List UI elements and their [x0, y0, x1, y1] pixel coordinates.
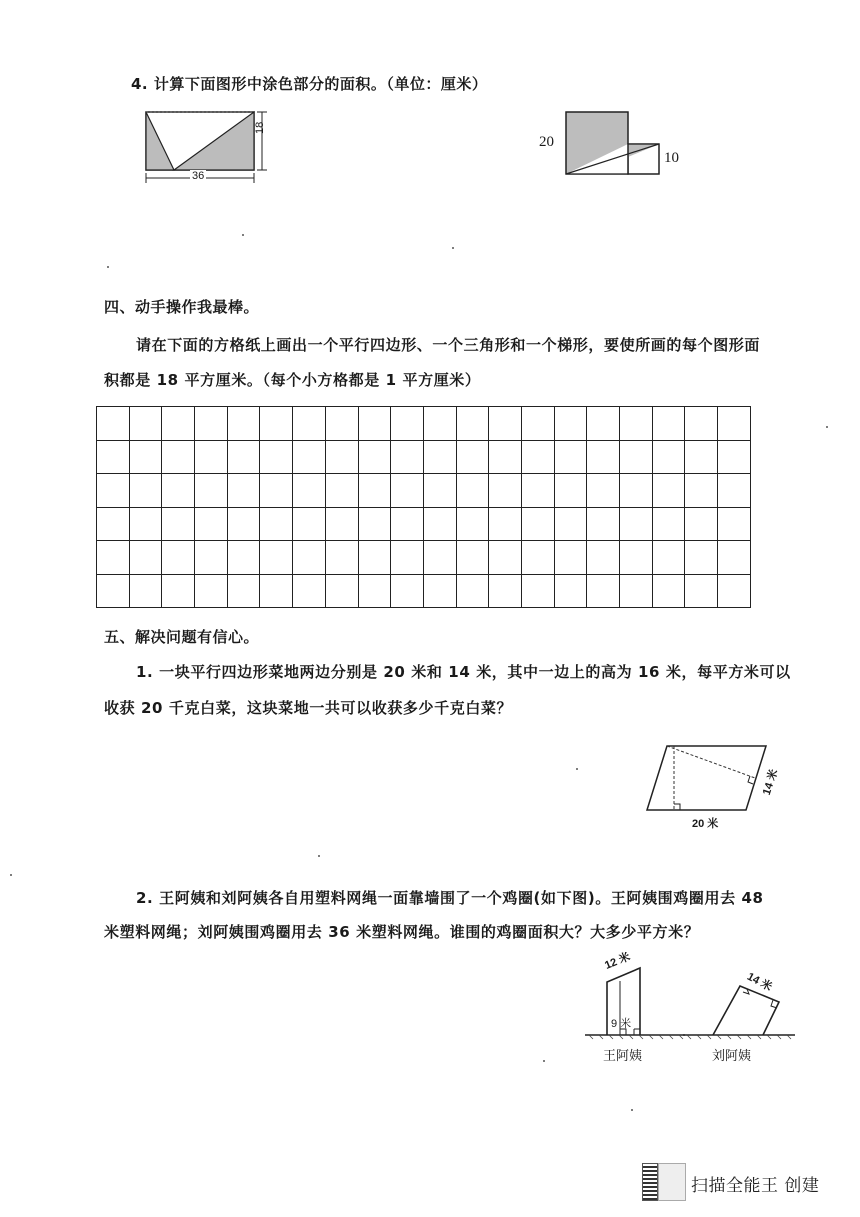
- scan-speck: [242, 234, 244, 236]
- grid-cell[interactable]: [554, 541, 587, 575]
- figure-parallelogram: [640, 740, 780, 820]
- grid-cell[interactable]: [391, 407, 424, 441]
- figure-liu-coop: [683, 962, 798, 1042]
- figure-two-squares-shaded: [564, 110, 674, 180]
- grid-cell[interactable]: [718, 541, 751, 575]
- scan-speck: [107, 266, 109, 268]
- grid-cell[interactable]: [260, 574, 293, 608]
- wang-label: 王阿姨: [603, 1049, 643, 1064]
- grid-cell[interactable]: [685, 574, 718, 608]
- grid-cell[interactable]: [652, 541, 685, 575]
- grid-cell[interactable]: [293, 574, 326, 608]
- grid-cell[interactable]: [162, 440, 195, 474]
- grid-cell[interactable]: [554, 574, 587, 608]
- grid-cell[interactable]: [423, 507, 456, 541]
- grid-cell[interactable]: [554, 474, 587, 508]
- grid-cell[interactable]: [97, 541, 130, 575]
- grid-cell[interactable]: [195, 407, 228, 441]
- grid-cell[interactable]: [391, 474, 424, 508]
- grid-cell[interactable]: [521, 440, 554, 474]
- grid-cell[interactable]: [97, 507, 130, 541]
- grid-cell[interactable]: [195, 440, 228, 474]
- grid-cell[interactable]: [456, 440, 489, 474]
- scan-speck: [826, 426, 828, 428]
- grid-cell[interactable]: [587, 474, 620, 508]
- qr-code-icon: [642, 1163, 658, 1201]
- grid-cell[interactable]: [456, 474, 489, 508]
- grid-row: [97, 541, 751, 575]
- grid-row: [97, 507, 751, 541]
- grid-cell[interactable]: [521, 507, 554, 541]
- scan-speck: [318, 855, 320, 857]
- grid-cell[interactable]: [587, 440, 620, 474]
- grid-cell[interactable]: [620, 407, 653, 441]
- grid-cell[interactable]: [260, 474, 293, 508]
- grid-cell[interactable]: [718, 574, 751, 608]
- grid-cell[interactable]: [358, 541, 391, 575]
- grid-cell[interactable]: [325, 541, 358, 575]
- grid-cell[interactable]: [587, 507, 620, 541]
- section-4-instruction-line2: 积都是 18 平方厘米。（每个小方格都是 1 平方厘米）: [104, 371, 481, 389]
- grid-cell[interactable]: [260, 541, 293, 575]
- grid-cell[interactable]: [489, 474, 522, 508]
- grid-cell[interactable]: [685, 507, 718, 541]
- grid-cell[interactable]: [718, 440, 751, 474]
- grid-table[interactable]: [96, 406, 751, 608]
- grid-cell[interactable]: [129, 407, 162, 441]
- grid-cell[interactable]: [325, 474, 358, 508]
- question-1-line1: 1. 一块平行四边形菜地两边分别是 20 米和 14 米，其中一边上的高为 16 米，每平方米可以: [136, 663, 791, 681]
- grid-row: [97, 574, 751, 608]
- grid-cell[interactable]: [554, 507, 587, 541]
- section-4-title: 四、动手操作我最棒。: [104, 298, 260, 316]
- grid-cell[interactable]: [162, 574, 195, 608]
- grid-cell[interactable]: [227, 541, 260, 575]
- grid-cell[interactable]: [293, 407, 326, 441]
- grid-cell[interactable]: [129, 507, 162, 541]
- grid-cell[interactable]: [129, 541, 162, 575]
- liu-label: 刘阿姨: [712, 1049, 752, 1064]
- grid-cell[interactable]: [587, 407, 620, 441]
- grid-cell[interactable]: [423, 440, 456, 474]
- grid-cell[interactable]: [391, 507, 424, 541]
- grid-cell[interactable]: [227, 440, 260, 474]
- grid-cell[interactable]: [423, 474, 456, 508]
- parallelogram-side-label: 14 米: [760, 767, 781, 797]
- scan-speck: [452, 247, 454, 249]
- grid-cell[interactable]: [97, 474, 130, 508]
- grid-cell[interactable]: [260, 440, 293, 474]
- grid-cell[interactable]: [685, 440, 718, 474]
- grid-cell[interactable]: [685, 474, 718, 508]
- grid-cell[interactable]: [652, 574, 685, 608]
- grid-cell[interactable]: [325, 574, 358, 608]
- liu-side-label: 14 米: [744, 970, 774, 994]
- grid-cell[interactable]: [423, 407, 456, 441]
- grid-cell[interactable]: [685, 407, 718, 441]
- grid-cell[interactable]: [162, 474, 195, 508]
- grid-cell[interactable]: [195, 541, 228, 575]
- grid-cell[interactable]: [325, 507, 358, 541]
- grid-cell[interactable]: [423, 541, 456, 575]
- grid-cell[interactable]: [325, 440, 358, 474]
- grid-cell[interactable]: [620, 440, 653, 474]
- grid-cell[interactable]: [227, 574, 260, 608]
- section-5-title: 五、解决问题有信心。: [104, 628, 260, 646]
- grid-cell[interactable]: [521, 541, 554, 575]
- grid-cell[interactable]: [456, 507, 489, 541]
- grid-cell[interactable]: [129, 440, 162, 474]
- grid-cell[interactable]: [227, 507, 260, 541]
- grid-cell[interactable]: [554, 440, 587, 474]
- figure-wang-coop: [585, 962, 685, 1042]
- grid-cell[interactable]: [358, 407, 391, 441]
- grid-row: [97, 407, 751, 441]
- grid-cell[interactable]: [489, 574, 522, 608]
- grid-cell[interactable]: [652, 440, 685, 474]
- grid-cell[interactable]: [162, 507, 195, 541]
- grid-cell[interactable]: [423, 574, 456, 608]
- grid-cell[interactable]: [129, 574, 162, 608]
- grid-cell[interactable]: [162, 541, 195, 575]
- grid-cell[interactable]: [293, 541, 326, 575]
- scan-speck: [576, 768, 578, 770]
- grid-cell[interactable]: [358, 507, 391, 541]
- grid-cell[interactable]: [260, 407, 293, 441]
- grid-cell[interactable]: [358, 574, 391, 608]
- grid-cell[interactable]: [195, 474, 228, 508]
- grid-cell[interactable]: [293, 507, 326, 541]
- grid-cell[interactable]: [718, 474, 751, 508]
- parallelogram-base-label: 20 米: [692, 818, 719, 830]
- question-4-title: 4. 计算下面图形中涂色部分的面积。（单位：厘米）: [131, 75, 488, 93]
- grid-cell[interactable]: [391, 440, 424, 474]
- grid-cell[interactable]: [652, 474, 685, 508]
- scan-speck: [10, 874, 12, 876]
- grid-cell[interactable]: [521, 574, 554, 608]
- grid-cell[interactable]: [652, 407, 685, 441]
- grid-cell[interactable]: [358, 474, 391, 508]
- grid-cell[interactable]: [554, 407, 587, 441]
- wang-height-label: 9 米: [611, 1018, 632, 1030]
- grid-cell[interactable]: [97, 407, 130, 441]
- figure1-base-label: 36: [192, 170, 205, 182]
- grid-cell[interactable]: [195, 574, 228, 608]
- grid-cell[interactable]: [587, 574, 620, 608]
- figure-rectangle-shaded: [138, 108, 278, 188]
- grid-cell[interactable]: [685, 541, 718, 575]
- figure1-height-label: 18: [254, 121, 266, 134]
- grid-cell[interactable]: [620, 574, 653, 608]
- grid-cell[interactable]: [195, 507, 228, 541]
- grid-cell[interactable]: [260, 507, 293, 541]
- grid-cell[interactable]: [489, 407, 522, 441]
- grid-cell[interactable]: [97, 440, 130, 474]
- grid-cell[interactable]: [129, 474, 162, 508]
- grid-cell[interactable]: [489, 440, 522, 474]
- grid-cell[interactable]: [587, 541, 620, 575]
- wang-top-label: 12 米: [603, 950, 633, 972]
- question-1-line2: 收获 20 千克白菜，这块菜地一共可以收获多少千克白菜？: [104, 699, 513, 717]
- grid-row: [97, 474, 751, 508]
- grid-cell[interactable]: [293, 474, 326, 508]
- section-4-instruction-line1: 请在下面的方格纸上画出一个平行四边形、一个三角形和一个梯形，要使所画的每个图形面: [136, 336, 761, 354]
- grid-cell[interactable]: [521, 474, 554, 508]
- watermark-badge: [658, 1163, 686, 1201]
- grid-cell[interactable]: [162, 407, 195, 441]
- grid-cell[interactable]: [358, 440, 391, 474]
- grid-cell[interactable]: [227, 407, 260, 441]
- scan-speck: [631, 1109, 633, 1111]
- grid-cell[interactable]: [391, 541, 424, 575]
- grid-cell[interactable]: [293, 440, 326, 474]
- grid-row: [97, 440, 751, 474]
- grid-cell[interactable]: [521, 407, 554, 441]
- grid-cell[interactable]: [489, 541, 522, 575]
- scan-speck: [543, 1060, 545, 1062]
- grid-cell[interactable]: [489, 507, 522, 541]
- grid-cell[interactable]: [620, 507, 653, 541]
- grid-cell[interactable]: [652, 507, 685, 541]
- watermark-text: 扫描全能王 创建: [691, 1176, 820, 1196]
- grid-cell[interactable]: [97, 574, 130, 608]
- grid-cell[interactable]: [456, 541, 489, 575]
- grid-cell[interactable]: [620, 474, 653, 508]
- grid-cell[interactable]: [620, 541, 653, 575]
- figure2-right-label: 10: [664, 150, 679, 166]
- grid-cell[interactable]: [391, 574, 424, 608]
- grid-paper[interactable]: [96, 406, 751, 608]
- grid-cell[interactable]: [718, 507, 751, 541]
- question-2-line1: 2. 王阿姨和刘阿姨各自用塑料网绳一面靠墙围了一个鸡圈(如下图)。王阿姨围鸡圈用去 48: [136, 889, 764, 907]
- question-2-line2: 米塑料网绳；刘阿姨围鸡圈用去 36 米塑料网绳。谁围的鸡圈面积大？大多少平方米？: [104, 923, 700, 941]
- grid-cell[interactable]: [325, 407, 358, 441]
- grid-cell[interactable]: [456, 574, 489, 608]
- grid-cell[interactable]: [718, 407, 751, 441]
- grid-cell[interactable]: [456, 407, 489, 441]
- grid-cell[interactable]: [227, 474, 260, 508]
- figure2-left-label: 20: [539, 134, 554, 150]
